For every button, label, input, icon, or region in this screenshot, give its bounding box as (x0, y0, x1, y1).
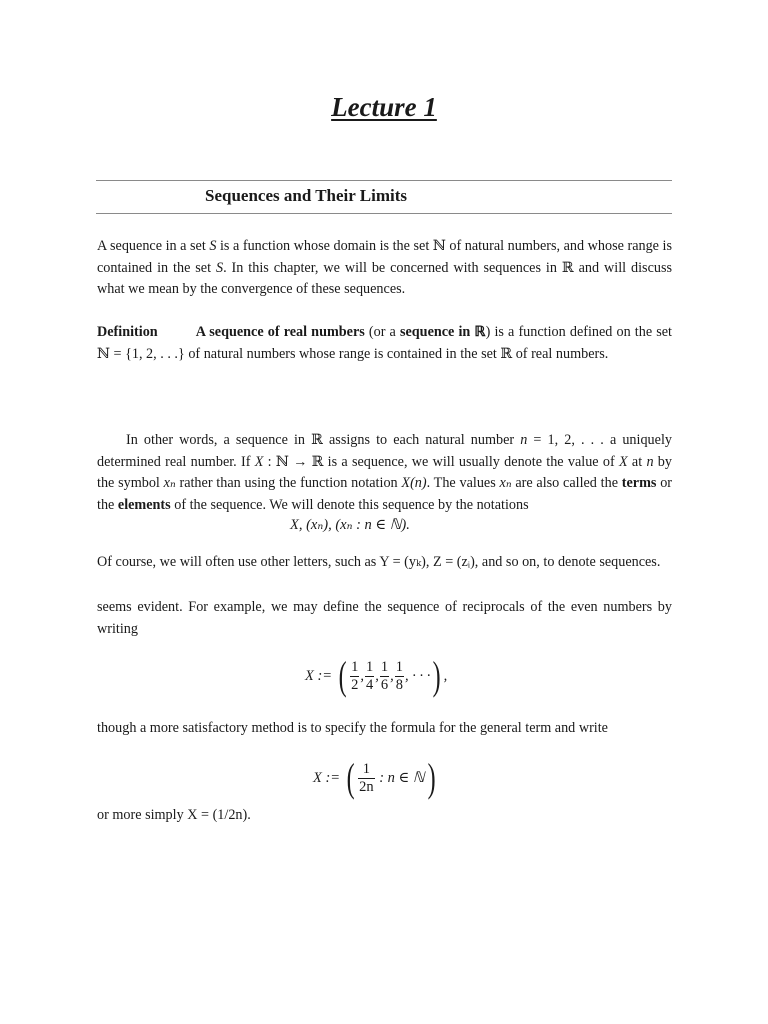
lecture-title: Lecture 1 (331, 92, 437, 122)
section-rule-top (96, 180, 672, 181)
fraction-3: $\frac{1}{6}$ (380, 658, 389, 693)
reciprocals-equation: X := ( $\frac{1}{2}$ , $\frac{1}{4}$ , $\frac{1}{6}$ , $\frac{1}{8}$ , · · ·) , (305, 653, 448, 698)
simply-paragraph: or more simply X = (1/2n). (97, 807, 251, 823)
other-letters-paragraph: Of course, we will often use other letters, such as Y = (yₖ), Z = (zᵢ), and so on, to denote sequences. (97, 554, 661, 570)
general-term-equation: X := ( $\frac{1}{2n}$ : n ∈ ℕ) (313, 755, 436, 800)
example-paragraph: seems evident. For example, we may define the sequence of reciprocals of the even numbers by writing (97, 599, 672, 637)
notations-equation: X, (xₙ), (xₙ : n ∈ ℕ). (290, 517, 410, 533)
definition-paragraph: Definition A sequence of real numbers (or a sequence in ℝ) is a function defined on the set ℕ = {1, 2, . . .} of natural numbers whose range is contained in the set ℝ of real numbers. (97, 324, 672, 362)
definition-label: Definition (97, 324, 158, 340)
fraction-4: $\frac{1}{8}$ (395, 658, 403, 693)
section-title: Sequences and Their Limits (205, 186, 407, 205)
section-rule-bottom (96, 213, 672, 214)
satisfactory-paragraph: though a more satisfactory method is to specify the formula for the general term and write (97, 720, 608, 736)
intro-paragraph: A sequence in a set S is a function whose domain is the set ℕ of natural numbers, and whose range is contained in the set S. In this chapter, we will be concerned with sequences in ℝ and will discuss what we mean by the convergence of these sequences. (97, 238, 673, 297)
other-words-paragraph: In other words, a sequence in ℝ assigns to each natural number n = 1, 2, . . . a uniquely determined real number. If X : ℕ → ℝ is a sequence, we will usually denote the value of X at n by the symbol xₙ rather than using the function notation X(n). The values xₙ are also called the terms or the elements of the sequence. We will denote this sequence by the notations (97, 432, 673, 513)
fraction-1: $\frac{1}{2}$ (351, 658, 359, 693)
fraction-general: $\frac{1}{2n}$ (359, 760, 374, 795)
fraction-2: $\frac{1}{4}$ (365, 658, 374, 693)
